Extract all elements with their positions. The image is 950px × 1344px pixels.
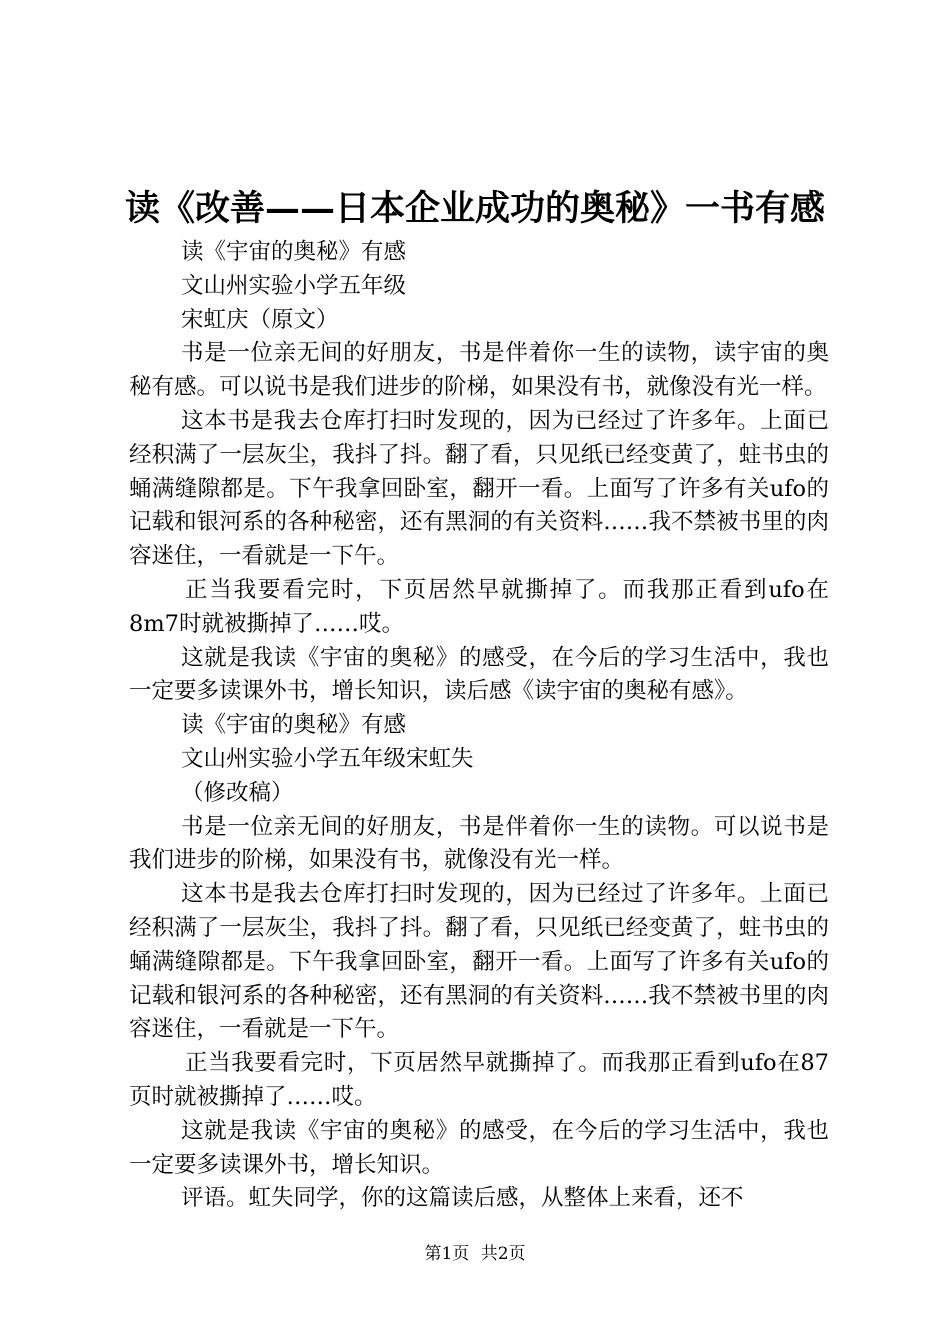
paragraph: 评语。虹失同学，你的这篇读后感，从整体上来看，还不 <box>181 1185 744 1212</box>
paragraph: 书是一位亲无间的好朋友，书是伴着你一生的读物。可以说书是我们进步的阶梯，如果没有书，就像没有光一样。 <box>129 813 829 874</box>
revision-label: （修改稿） <box>181 779 294 806</box>
paragraph: 书是一位亲无间的好朋友，书是伴着你一生的读物，读宇宙的奥秘有感。可以说书是我们进步的阶梯，如果没有书，就像没有光一样。 <box>129 340 829 401</box>
heading-line: 读《宇宙的奥秘》有感 <box>181 239 407 265</box>
page-footer <box>0 1242 950 1266</box>
paragraph: 正当我要看完时，下页居然早就撕掉了。而我那正看到ufo在87页时就被撕掉了……哎。 <box>129 1050 829 1110</box>
heading-line: 读《宇宙的奥秘》有感 <box>181 712 407 739</box>
paragraph: 这就是我读《宇宙的奥秘》的感受，在今后的学习生活中，我也一定要多读课外书，增长知识。 <box>129 1117 829 1178</box>
paragraph: 这本书是我去仓库打扫时发现的，因为已经过了许多年。上面已经积满了一层灰尘，我抖了抖。翻了看，只见纸已经变黄了，蛀书虫的蛹满缝隙都是。下午我拿回卧室，翻开一看。上面写了许多有关ufo的记载和银河系的各种秘密，还有黑洞的有关资料……我不禁被书里的肉容迷住，一看就是一下午。 <box>129 407 829 570</box>
page-total: 共2页 <box>480 1244 526 1264</box>
author-school-line: 文山州实验小学五年级 <box>181 272 407 299</box>
author-name-line: 宋虹庆（原文） <box>181 306 339 333</box>
document-body <box>129 236 829 1216</box>
author-line: 文山州实验小学五年级宋虹失 <box>181 745 474 772</box>
paragraph: 正当我要看完时，下页居然早就撕掉了。而我那正看到ufo在8m7时就被撕掉了……哎。 <box>129 576 829 637</box>
paragraph: 这本书是我去仓库打扫时发现的，因为已经过了许多年。上面已经积满了一层灰尘，我抖了抖。翻了看，只见纸已经变黄了，蛀书虫的蛹满缝隙都是。下午我拿回卧室，翻开一看。上面写了许多有关ufo的记载和银河系的各种秘密，还有黑洞的有关资料……我不禁被书里的肉容迷住，一看就是一下午。 <box>129 881 829 1043</box>
paragraph: 这就是我读《宇宙的奥秘》的感受，在今后的学习生活中，我也一定要多读课外书，增长知识，读后感《读宇宙的奥秘有感》。 <box>129 644 829 705</box>
document-title: 读《改善——日本企业成功的奥秘》一书有感 <box>124 188 825 229</box>
page-number: 第1页 <box>424 1244 470 1264</box>
